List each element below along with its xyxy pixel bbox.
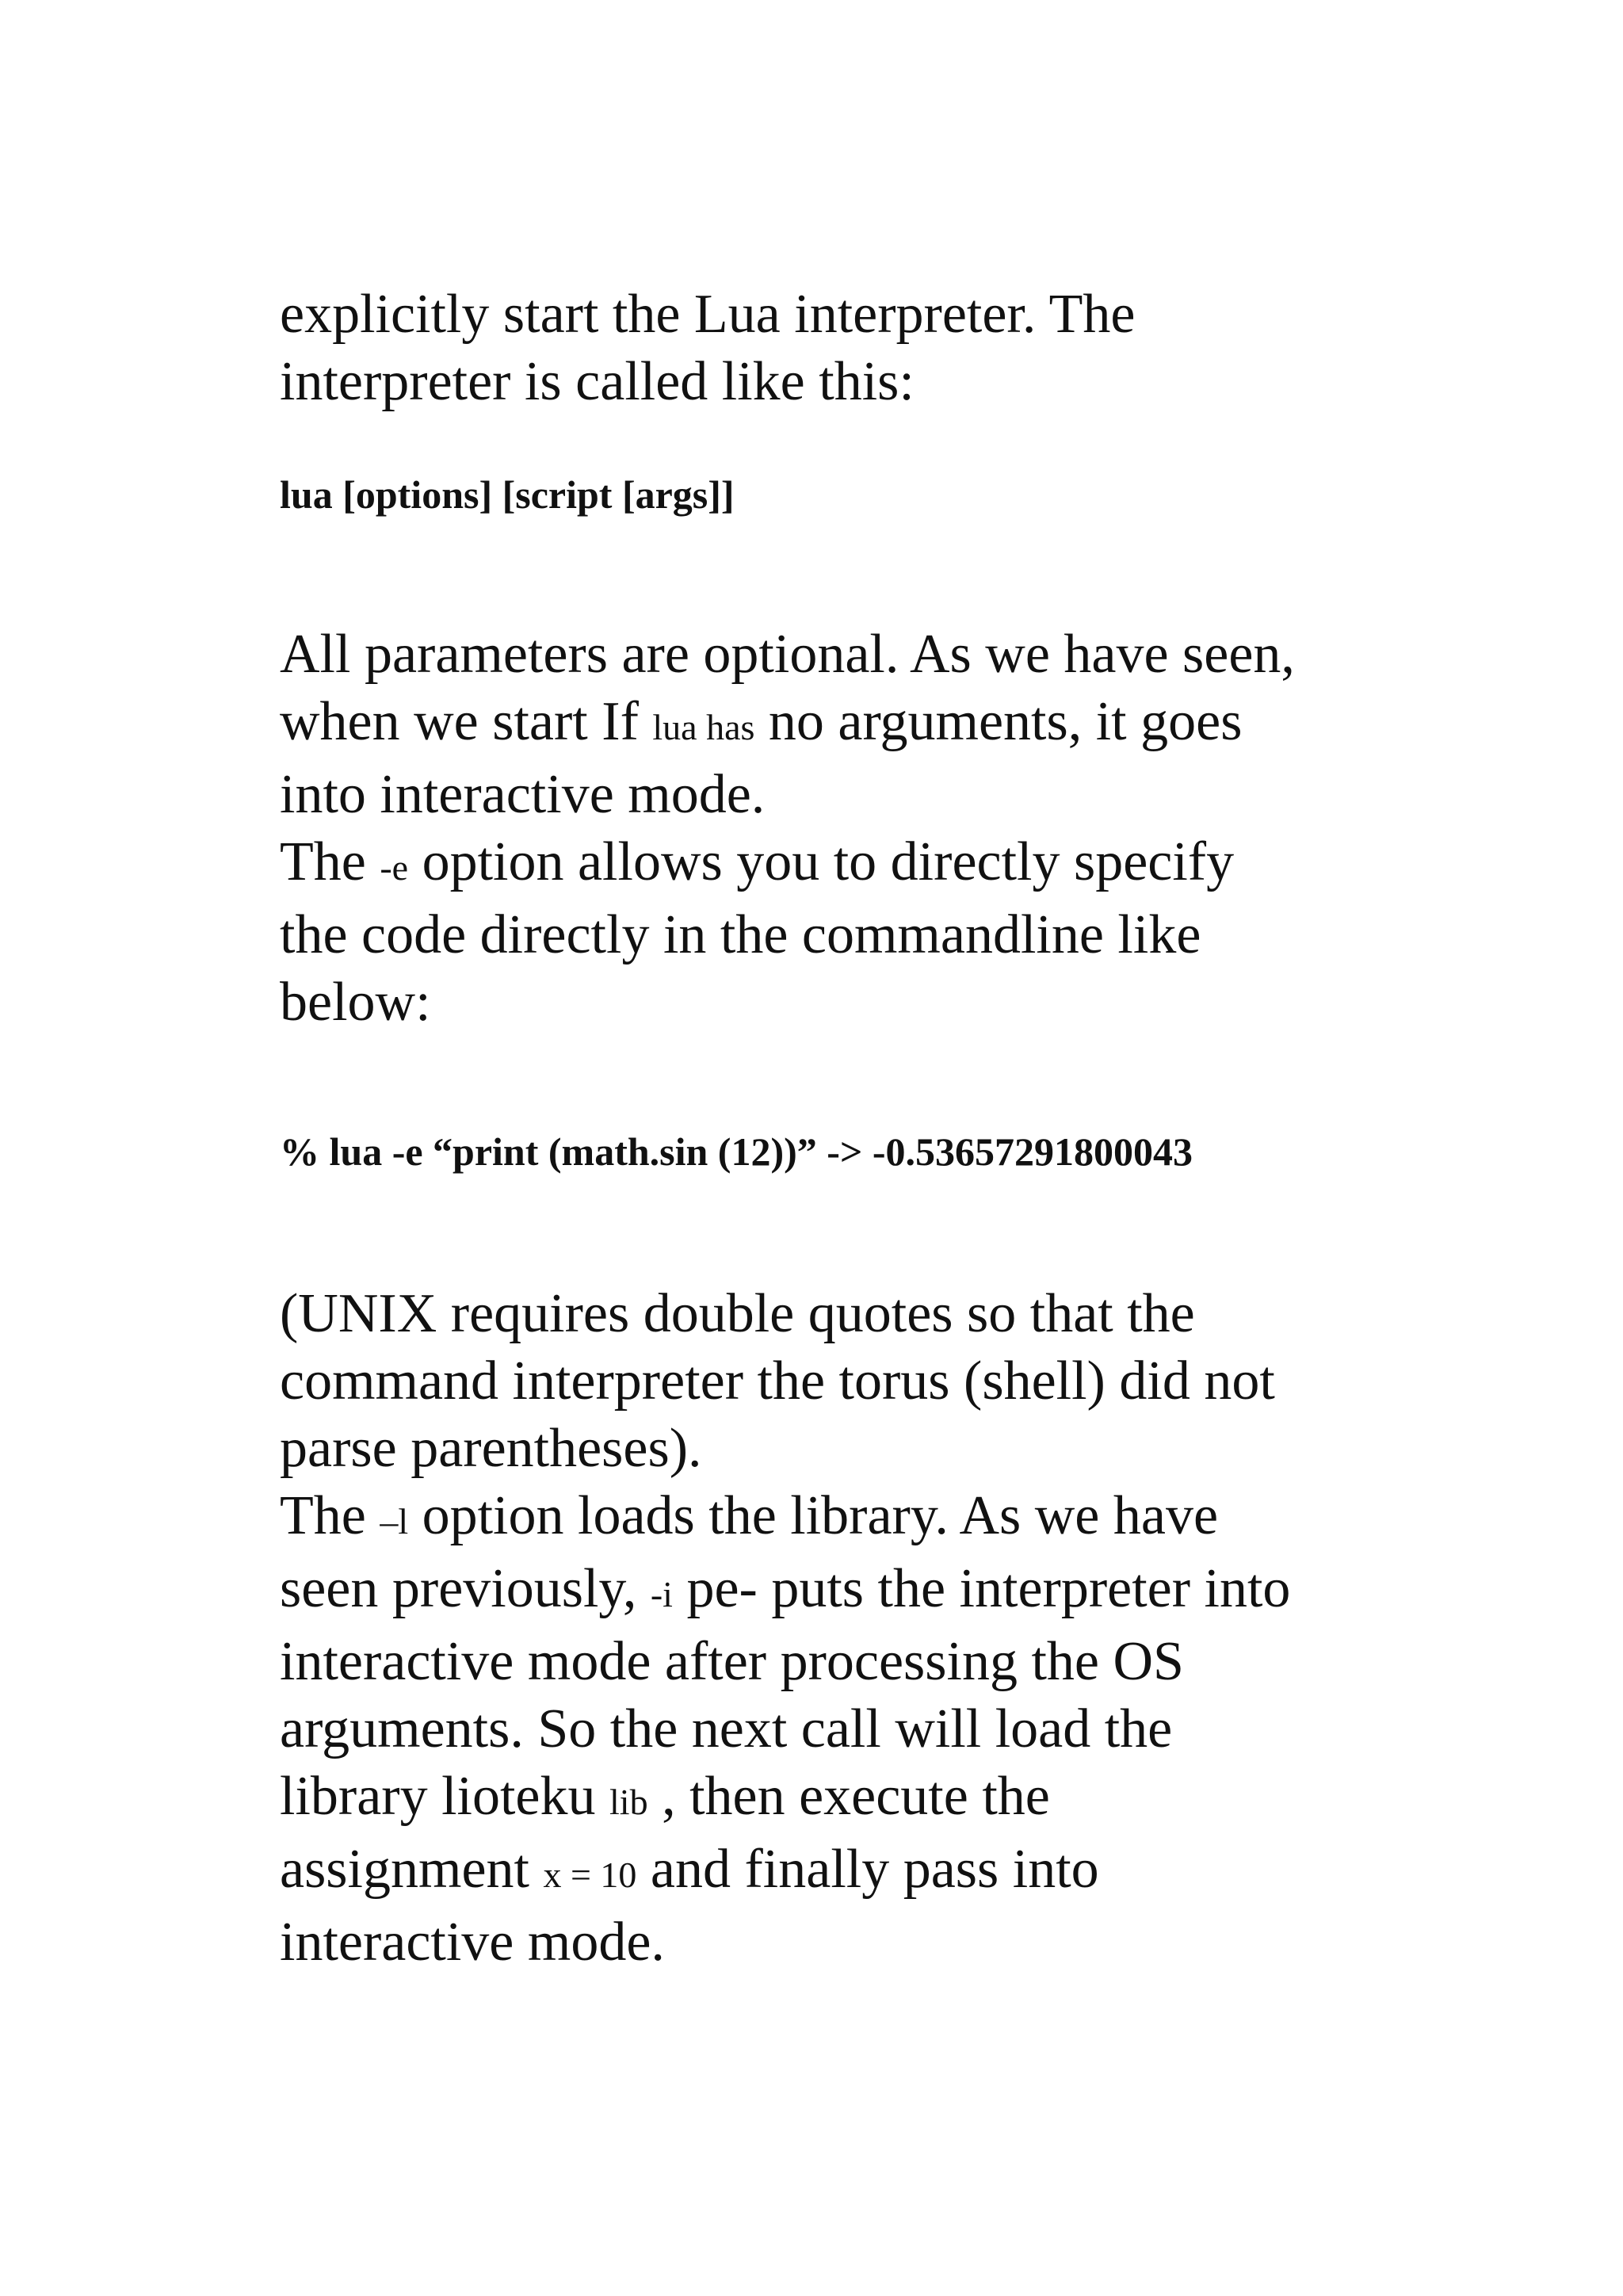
- inline-code: -i: [650, 1574, 673, 1614]
- text-segment: no arguments, it goes: [768, 691, 1243, 752]
- text-segment: option loads the library. As we have: [422, 1485, 1219, 1546]
- text-line: interpreter is called like this:: [280, 351, 915, 412]
- text-segment: when we start If: [280, 691, 639, 752]
- inline-code: –l: [380, 1501, 409, 1541]
- text-segment: library lioteku: [280, 1766, 596, 1827]
- text-segment: assignment: [280, 1839, 529, 1900]
- intro-paragraph: [280, 281, 1389, 415]
- options-paragraph: [280, 621, 1389, 1036]
- text-line: below:: [280, 972, 431, 1033]
- unix-paragraph: [280, 1280, 1389, 1976]
- command-syntax: lua [options] [script [args]]: [280, 472, 735, 517]
- text-segment: option allows you to directly specify: [422, 831, 1235, 892]
- text-line: (UNIX requires double quotes so that the: [280, 1283, 1195, 1344]
- inline-code: lua has: [652, 707, 755, 747]
- text-segment: , then execute the: [662, 1766, 1050, 1827]
- text-line: interactive mode.: [280, 1912, 665, 1973]
- inline-code: x = 10: [543, 1855, 637, 1895]
- text-line: parse parentheses).: [280, 1418, 702, 1479]
- text-segment: The: [280, 831, 366, 892]
- text-line: explicitly start the Lua interpreter. The: [280, 284, 1136, 345]
- inline-code: -e: [380, 847, 409, 888]
- command-example: % lua -e “print (math.sin (12))” -> -0.53657291800043: [280, 1129, 1193, 1174]
- text-line: command interpreter the torus (shell) did not: [280, 1350, 1275, 1412]
- text-line: interactive mode after processing the OS: [280, 1631, 1184, 1692]
- text-segment: pe- puts the interpreter into: [686, 1558, 1291, 1619]
- text-segment: seen previously,: [280, 1558, 637, 1619]
- text-line: into interactive mode.: [280, 764, 766, 825]
- text-line: All parameters are optional. As we have seen,: [280, 624, 1295, 685]
- text-segment: and finally pass into: [650, 1839, 1099, 1900]
- text-line: the code directly in the commandline like: [280, 904, 1201, 965]
- inline-code: lib: [609, 1782, 648, 1822]
- text-segment: The: [280, 1485, 366, 1546]
- text-line: arguments. So the next call will load the: [280, 1698, 1173, 1759]
